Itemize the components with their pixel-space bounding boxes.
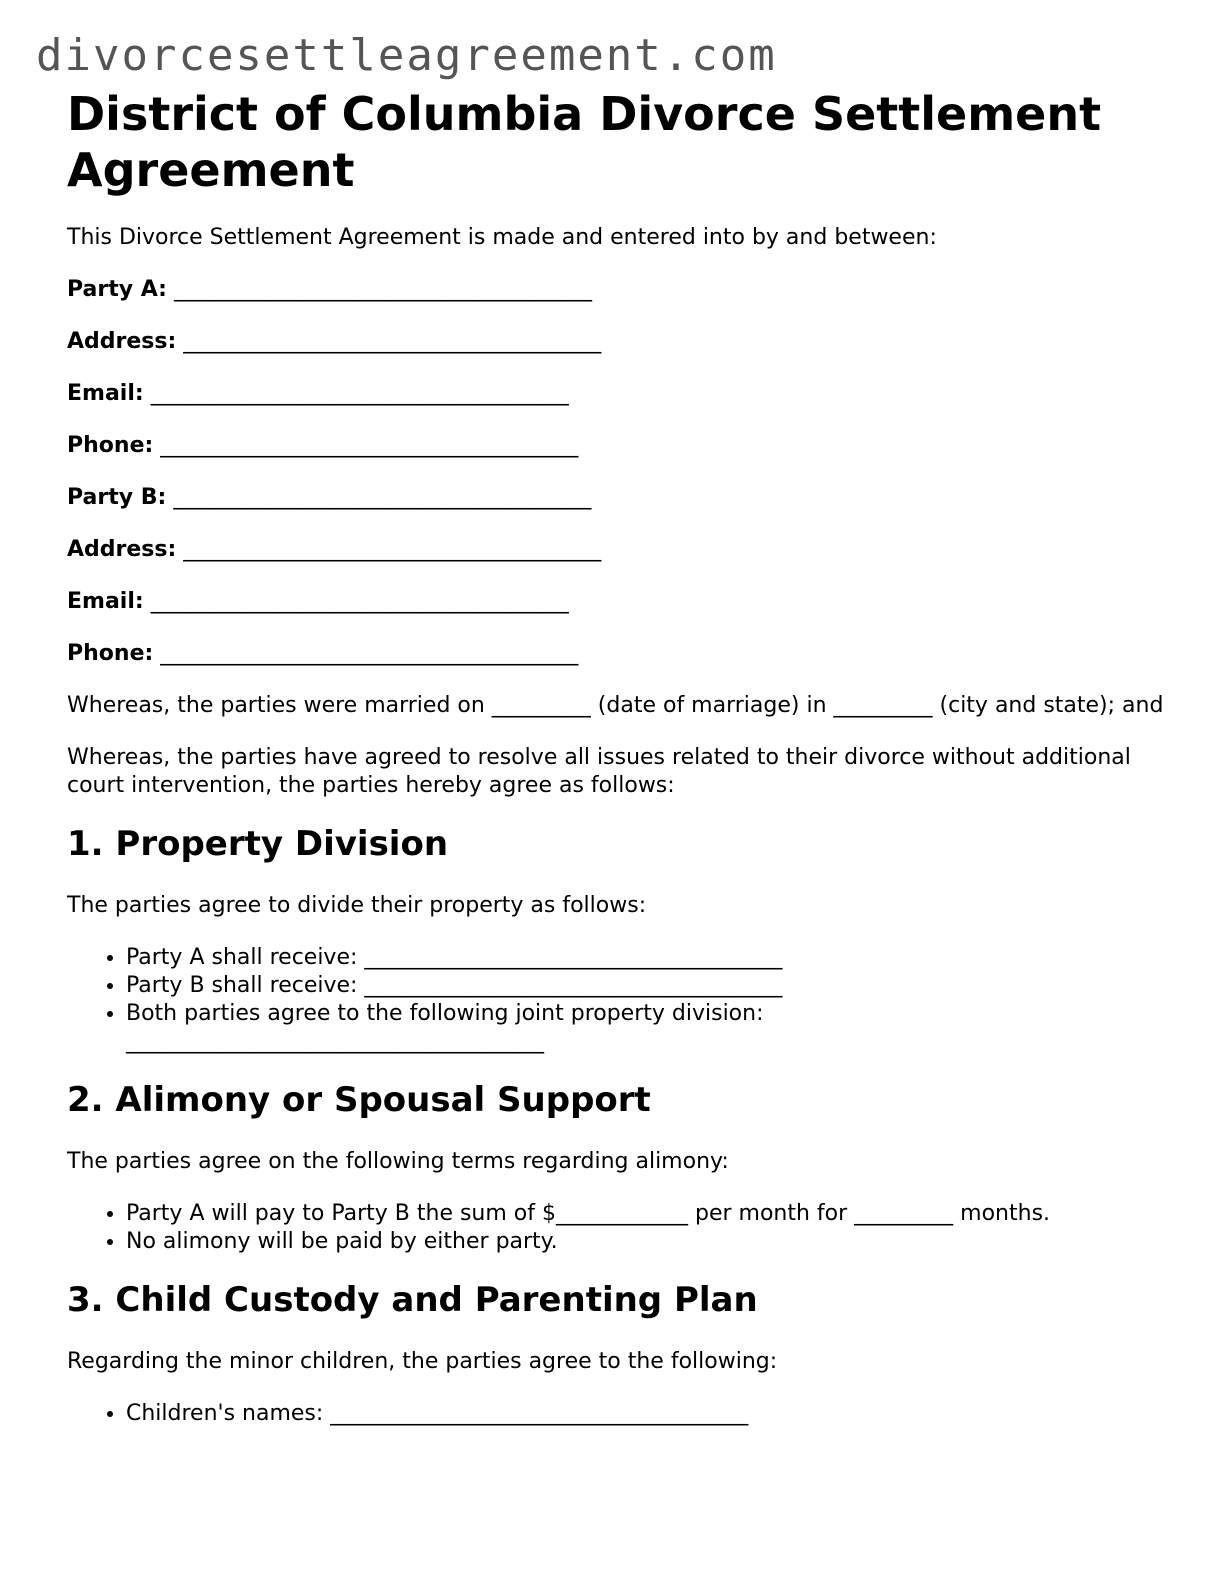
watermark: divorcesettleagreement.com	[36, 30, 777, 81]
field-label: Address:	[67, 329, 177, 354]
field-blank: ______________________________________	[150, 589, 569, 614]
list-item: • No alimony will be paid by either party.	[126, 1228, 1167, 1256]
party-b-field	[67, 484, 1167, 512]
section-heading-custody: 3. Child Custody and Parenting Plan	[67, 1280, 758, 1320]
field-blank: ______________________________________	[173, 485, 592, 510]
party-b-phone-field	[67, 640, 1167, 668]
field-blank: ______________________________________	[183, 329, 602, 354]
field-blank: ______________________________________	[160, 433, 579, 458]
section-intro-alimony: The parties agree on the following terms regarding alimony:	[67, 1149, 729, 1174]
intro-paragraph: This Divorce Settlement Agreement is made and entered into by and between:	[67, 225, 937, 250]
party-b-address-field	[67, 536, 1167, 564]
section-heading-property: 1. Property Division	[67, 824, 449, 864]
list-item: • Party A shall receive: ______________________________________	[126, 944, 1167, 972]
section-heading-alimony: 2. Alimony or Spousal Support	[67, 1080, 651, 1120]
field-blank: ______________________________________	[173, 277, 592, 302]
list-item: • Party A will pay to Party B the sum of $____________ per month for _________ months.	[126, 1200, 1167, 1228]
section-intro-property: The parties agree to divide their property as follows:	[67, 893, 647, 918]
alimony-list	[67, 1200, 1167, 1256]
field-label: Address:	[67, 537, 177, 562]
field-label: Party B:	[67, 485, 167, 510]
document-page	[67, 86, 1167, 1452]
page-title: District of Columbia Divorce Settlement Agreement	[67, 87, 1102, 197]
field-blank: ______________________________________	[160, 641, 579, 666]
party-a-field	[67, 276, 1167, 304]
whereas-marriage: Whereas, the parties were married on _________ (date of marriage) in _________ (city and state); and	[67, 693, 1164, 718]
list-item: • Both parties agree to the following joint property division: ______________________________________	[126, 1000, 1167, 1056]
field-label: Email:	[67, 589, 144, 614]
party-b-email-field	[67, 588, 1167, 616]
party-a-address-field	[67, 328, 1167, 356]
field-blank: ______________________________________	[183, 537, 602, 562]
party-a-phone-field	[67, 432, 1167, 460]
section-intro-custody: Regarding the minor children, the parties agree to the following:	[67, 1349, 778, 1374]
party-a-email-field	[67, 380, 1167, 408]
property-list	[67, 944, 1167, 1056]
field-label: Phone:	[67, 641, 154, 666]
field-label: Email:	[67, 381, 144, 406]
field-label: Phone:	[67, 433, 154, 458]
list-item: • Children's names: ______________________________________	[126, 1400, 1167, 1428]
field-blank: ______________________________________	[150, 381, 569, 406]
whereas-agreement: Whereas, the parties have agreed to resolve all issues related to their divorce without additional court intervention, the parties hereby agree as follows:	[67, 745, 1131, 798]
list-item: • Party B shall receive: ______________________________________	[126, 972, 1167, 1000]
custody-list	[67, 1400, 1167, 1428]
field-label: Party A:	[67, 277, 167, 302]
